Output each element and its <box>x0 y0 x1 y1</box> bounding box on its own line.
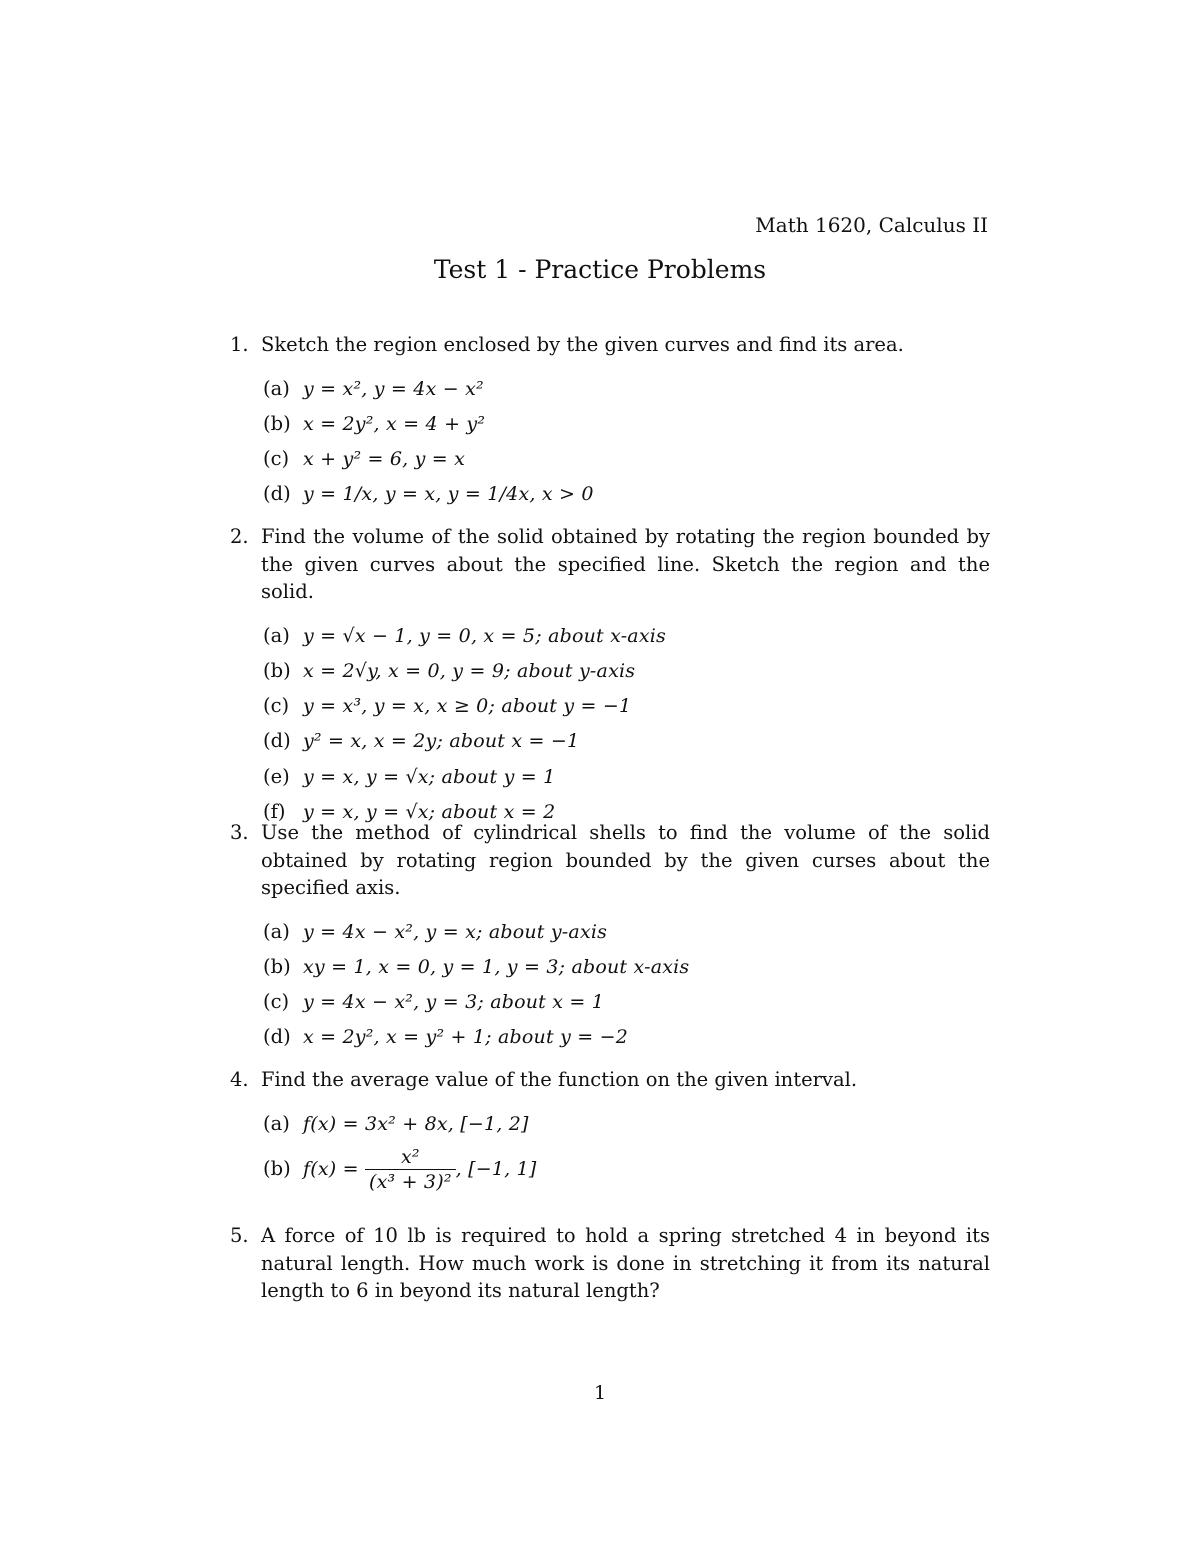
part-math: xy = 1, x = 0, y = 1, y = 3; about x-axis <box>303 955 690 978</box>
part-label: (b) <box>263 1156 291 1180</box>
problem-3 <box>230 819 990 1055</box>
part-math: y = 1/x, y = x, y = 1/4x, x > 0 <box>303 483 594 506</box>
course-label: Math 1620, Calculus II <box>755 213 988 237</box>
part-math: x = 2√y, x = 0, y = 9; about y-axis <box>303 659 636 682</box>
part-label: (b) <box>263 658 291 682</box>
problem-parts <box>263 371 990 512</box>
problem-text: Find the average value of the function on the given interval. <box>261 1068 858 1091</box>
problem-text: Sketch the region enclosed by the given curves and find its area. <box>261 333 904 356</box>
part-label: (a) <box>263 376 290 400</box>
fraction-numerator: x² <box>365 1145 456 1170</box>
problem-number: 2. <box>230 525 249 548</box>
problem-part <box>263 688 990 723</box>
fraction-denominator: (x³ + 3)² <box>368 1170 452 1193</box>
part-label: (f) <box>263 799 286 823</box>
part-label: (a) <box>263 919 290 943</box>
problem-part <box>263 476 990 511</box>
part-label: (a) <box>263 1111 290 1135</box>
part-label: (b) <box>263 411 291 435</box>
page-title: Test 1 - Practice Problems <box>433 255 767 284</box>
part-math: y = x², y = 4x − x² <box>303 377 484 400</box>
problem-text: Use the method of cylindrical shells to find the volume of the solid obtained by rotating region bounded by the given curses about the specified axis. <box>261 821 990 899</box>
problem-part <box>263 984 990 1019</box>
fraction <box>365 1145 456 1194</box>
problem-number: 1. <box>230 333 249 356</box>
problem-part <box>263 1106 990 1141</box>
part-math: y = x, y = √x; about y = 1 <box>303 765 556 788</box>
part-label: (d) <box>263 729 291 753</box>
part-label: (c) <box>263 990 290 1014</box>
page-number: 1 <box>593 1382 607 1404</box>
part-math: f(x) = 3x² + 8x, [−1, 2] <box>303 1112 529 1135</box>
problem-5 <box>230 1222 990 1305</box>
part-label: (e) <box>263 764 290 788</box>
part-math: y = 4x − x², y = x; about y-axis <box>303 920 608 943</box>
part-math: x = 2y², x = 4 + y² <box>303 412 486 435</box>
problem-part <box>263 759 990 794</box>
problem-parts <box>263 914 990 1055</box>
problem-part <box>263 723 990 758</box>
problem-4 <box>230 1066 990 1197</box>
problem-text: Find the volume of the solid obtained by rotating the region bounded by the given curves about the specified line. Sketch the region and the solid. <box>261 525 990 603</box>
problem-part <box>263 653 990 688</box>
problem-number: 3. <box>230 821 249 844</box>
problem-parts <box>263 618 990 830</box>
part-math: y = 4x − x², y = 3; about x = 1 <box>303 991 605 1014</box>
part-label: (d) <box>263 482 291 506</box>
part-label: (c) <box>263 447 290 471</box>
part-math: y = √x − 1, y = 0, x = 5; about x-axis <box>303 624 666 647</box>
part-label: (d) <box>263 1025 291 1049</box>
part-label: (a) <box>263 623 290 647</box>
part-math: x = 2y², x = y² + 1; about y = −2 <box>303 1026 629 1049</box>
part-math-prefix: f(x) = <box>303 1157 365 1180</box>
part-math: x + y² = 6, y = x <box>303 448 466 471</box>
part-math: y = x³, y = x, x ≥ 0; about y = −1 <box>303 695 632 718</box>
problem-parts <box>263 1106 990 1197</box>
part-label: (b) <box>263 954 291 978</box>
problem-number: 5. <box>230 1224 249 1247</box>
problem-text: A force of 10 lb is required to hold a spring stretched 4 in beyond its natural length. How much work is done in stretching it from its natural length to 6 in beyond its natural length? <box>261 1224 990 1302</box>
problem-part <box>263 949 990 984</box>
problem-part <box>263 441 990 476</box>
problem-part <box>263 1019 990 1054</box>
problem-2 <box>230 523 990 829</box>
part-label: (c) <box>263 694 290 718</box>
problem-part <box>263 618 990 653</box>
problem-part <box>263 914 990 949</box>
problem-number: 4. <box>230 1068 249 1091</box>
problem-1 <box>230 331 990 512</box>
part-math: y² = x, x = 2y; about x = −1 <box>303 730 580 753</box>
part-math: y = x, y = √x; about x = 2 <box>303 800 556 823</box>
problem-part <box>263 406 990 441</box>
part-math-suffix: , [−1, 1] <box>455 1157 537 1180</box>
problem-part <box>263 371 990 406</box>
problem-part <box>263 1141 990 1197</box>
